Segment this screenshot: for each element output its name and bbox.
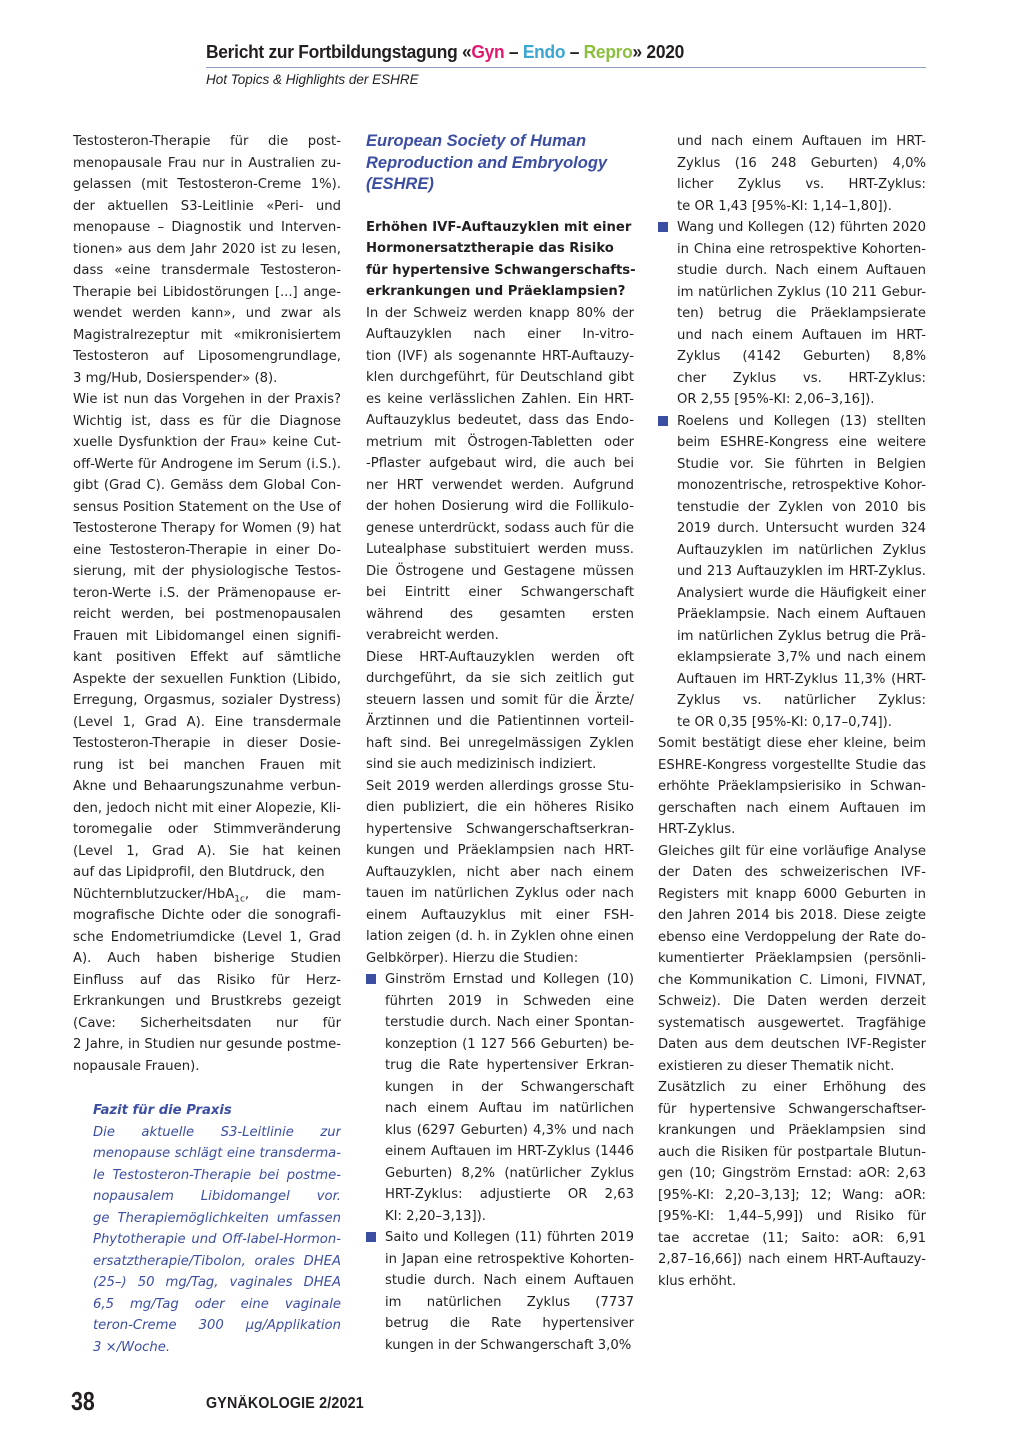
square-bullet-icon (366, 974, 376, 984)
header-title-endo: Endo (522, 41, 566, 62)
fazit-line: nopausalem Libidomangel vor. (93, 1189, 341, 1204)
study-line: kungen in der Schwangerschaft (385, 1079, 634, 1095)
header-title (206, 40, 883, 64)
article-line: Therapie bei Libidostörungen [...] ange- (73, 284, 341, 300)
article-line: rung ist bei manchen Frauen mit (73, 757, 341, 773)
article-line: tion (IVF) als sogenannte HRT-Auftauzy- (366, 348, 634, 364)
article-line: [95%-KI: 1,44–5,99]) und Risiko für (658, 1209, 926, 1224)
study-line: ten) betrug die Präeklampsierate (677, 306, 926, 321)
article-line: sierung, mit der physiologische Testos- (73, 564, 341, 579)
study-line: und 213 Auftauzyklen im HRT-Zyklus. (677, 564, 926, 579)
header-title-repro: Repro (583, 41, 633, 62)
square-bullet-icon (658, 416, 668, 426)
fazit-line: Die aktuelle S3-Leitlinie zur (93, 1124, 341, 1140)
fazit-line: ersatztherapie/Tibolon, orales DHEA (93, 1253, 341, 1269)
spacer (366, 196, 634, 217)
page-number: 38 (71, 1386, 95, 1416)
study-line: Präeklampsie. Nach einem Auftauen (677, 607, 926, 622)
article-line: eine Testosteron-Therapie in einer Do- (73, 542, 341, 558)
article-line: hypertensive Schwangerschaftserkran- (366, 821, 634, 837)
article-line: Zusätzlich zu einer Erhöhung des (658, 1080, 926, 1095)
article-line: reicht werden, bei postmenopausalen (73, 607, 341, 622)
article-line: Testosteron auf Liposomengrundlage, (73, 349, 341, 364)
article-line: gibt (Grad C). Gemäss dem Global Con- (73, 478, 341, 493)
study-list-item (658, 217, 926, 411)
study-line: HRT-Zyklus: adjustierte OR 2,63 (385, 1187, 634, 1202)
article-line: Auftauzyklen nach einer In-vitro- (366, 327, 634, 342)
article-line: und nach einem Auftauen im HRT- (677, 134, 926, 149)
article-line: Gleiches gilt für eine vorläufige Analyse (658, 843, 926, 859)
study-line: nach einem Auftau im natürlichen (385, 1101, 634, 1116)
study-line: 2019 durch. Untersucht wurden 324 (677, 521, 926, 536)
article-line: tionen» aus dem Jahr 2020 ist zu lesen, (73, 241, 341, 257)
square-bullet-icon (366, 1232, 376, 1242)
fazit-line: (25–) 50 mg/Tag, vaginales DHEA (93, 1275, 341, 1290)
article-line: ebenso eine Verdoppelung der Rate do- (658, 929, 926, 945)
article-line: 2,87–16,66]) nach einem HRT-Auftauzy- (658, 1252, 926, 1267)
hba-text-suffix: , die mam- (244, 886, 341, 902)
header-subtitle: Hot Topics & Highlights der ESHRE (206, 72, 419, 87)
study-list-item (658, 411, 926, 734)
section-title-line: (ESHRE) (366, 175, 434, 193)
study-line: te OR 0,35 [95%-KI: 0,17–0,74]). (677, 714, 892, 730)
article-line: menopausale Frau nur in Australien zu- (73, 155, 341, 171)
article-line: durchgeführt, da sie sich zeitlich gut (366, 671, 634, 686)
article-line: Die Östrogene und Gestagene müssen (366, 563, 634, 579)
study-line: Studie vor. Sie führten in Belgien (677, 456, 926, 472)
question-line: für hypertensive Schwangerschafts- (366, 262, 636, 278)
study-line: eklampsierate 3,7% und nach einem (677, 650, 926, 665)
article-line: Frauen mit Libidomangel einen signifi- (73, 628, 341, 644)
study-line: Zyklus (4142 Geburten) 8,8% (677, 349, 926, 364)
question-heading (366, 217, 634, 303)
header-title-prefix: Bericht zur Fortbildungstagung « (206, 41, 472, 62)
study-line: cher Zyklus vs. HRT-Zyklus: (677, 370, 926, 386)
study-line: Geburten) 8,2% (natürlicher Zyklus (385, 1165, 634, 1181)
study-list (658, 217, 926, 733)
article-line: Testosteron-Therapie in dieser Dosie- (73, 736, 341, 751)
article-line: licher Zyklus vs. HRT-Zyklus: (677, 177, 926, 192)
article-line: te OR 1,43 [95%-KI: 1,14–1,80]). (677, 198, 892, 214)
article-body-left-cont (73, 905, 341, 1077)
study-line: kungen in der Schwangerschaft 3,0% (385, 1337, 632, 1353)
question-line: Hormonersatztherapie das Risiko (366, 241, 614, 256)
article-line: off-Werte für Androgene im Serum (i.S.). (73, 456, 341, 472)
column-middle (366, 131, 634, 1356)
study-line: monozentrische, retrospektive Kohor- (677, 478, 926, 493)
article-line: gen (10; Gingström Ernstad: aOR: 2,63 (658, 1166, 926, 1181)
study-line: einem Auftauen im HRT-Zyklus (1446 (385, 1144, 634, 1159)
study-line: betrug die Rate hypertensiver (385, 1316, 634, 1331)
section-title (366, 131, 634, 196)
article-line: Magistralrezeptur mit «mikronisiertem (73, 327, 341, 343)
article-line: kant positiven Effekt auf sämtliche (73, 650, 341, 665)
article-line: gerschaften nach einem Auftauen im (658, 800, 926, 816)
question-line: Erhöhen IVF-Auftauzyklen mit einer (366, 219, 632, 235)
article-line: sind sie auch medizinisch indiziert. (366, 757, 597, 772)
study-line: klus (6297 Geburten) 4,3% und nach (385, 1122, 634, 1138)
article-line: der hohen Dosierung wird die Follikulo- (366, 499, 634, 514)
study-line: in China eine retrospektive Kohorten- (677, 241, 926, 257)
article-line: Erkrankungen und Brustkrebs gezeigt (73, 994, 341, 1009)
article-line (73, 884, 341, 906)
article-line: 3 mg/Hub, Dosierspender» (8). (73, 370, 278, 386)
section-title-line: Reproduction and Embryology (366, 153, 608, 172)
question-line: erkrankungen und Präeklampsien? (366, 284, 626, 299)
study-line: in Japan eine retrospektive Kohorten- (385, 1251, 634, 1267)
header-title-gyn: Gyn (471, 41, 505, 62)
study-line: OR 2,55 [95%-KI: 2,06–3,16]). (677, 392, 875, 407)
hba-subscript: 1c (234, 894, 245, 905)
article-line: krankungen und Präeklampsien sind (658, 1123, 926, 1138)
fazit-title: Fazit für die Praxis (93, 1103, 232, 1118)
article-line: toromegalie oder Stimmveränderung (73, 822, 341, 837)
article-line: sensus Position Statement on the Use of (73, 499, 341, 515)
column-right (658, 131, 926, 1292)
study-line: Ginström Ernstad und Kollegen (10) (385, 972, 634, 987)
article-line: Daten aus dem deutschen IVF-Register (658, 1037, 926, 1052)
article-line: Schweiz). Die Daten werden derzeit (658, 994, 926, 1009)
study-line: konzeption (1 127 566 Geburten) be- (385, 1036, 634, 1052)
article-line: Somit bestätigt diese eher kleine, beim (658, 736, 926, 751)
article-line: genese unterdrückt, sodass auch für die (366, 520, 634, 536)
section-title-line: European Society of Human (366, 132, 587, 150)
article-line: Akne und Behaarungszunahme verbun- (73, 779, 341, 794)
study-line: Wang und Kollegen (12) führten 2020 (677, 220, 926, 235)
article-line: einem Auftauzyklus mit einer FSH- (366, 907, 634, 923)
article-line: wendet werden kann», und zwar als (73, 306, 341, 321)
article-line: Testosterone Therapy for Women (9) hat (73, 521, 341, 536)
study-line: Roelens und Kollegen (13) stellten (677, 413, 926, 429)
spacer (73, 1077, 341, 1100)
article-line: dass «eine transdermale Testosteron- (73, 263, 341, 278)
article-line: systematisch ausgewertet. Tragfähige (658, 1015, 926, 1031)
article-line: dien publiziert, die ein höheres Risiko (366, 800, 634, 815)
article-line: (Level 1, Grad A). Eine transdermale (73, 714, 341, 730)
article-line: verabreicht werden. (366, 628, 499, 643)
article-line: Erregung, Orgasmus, sozialer Dystress) (73, 693, 341, 708)
article-line: Wie ist nun das Vorgehen in der Praxis? (73, 392, 341, 407)
study-list (366, 969, 634, 1356)
article-line: den, jedoch nicht mit einer Alopezie, Kli- (73, 800, 341, 816)
article-line: der Daten des schweizerischen IVF- (658, 865, 926, 880)
study-line: Auftauen im HRT-Zyklus 11,3% (HRT- (677, 671, 926, 687)
article-line: klen durchgeführt, für Deutschland gibt (366, 370, 634, 385)
article-line: Aspekte der sexuellen Funktion (Libido, (73, 671, 341, 687)
article-line: erhöhte Präeklampsierisiko in Schwan- (658, 779, 926, 794)
article-line: existieren zu dieser Thematik nicht. (658, 1058, 895, 1074)
article-line: es keine verlässlichen Zahlen. Ein HRT- (366, 391, 634, 407)
fazit-line: 3 ×/Woche. (93, 1339, 171, 1355)
article-line: tauen im natürlichen Zyklus oder nach (366, 886, 634, 901)
article-line: teron-Werte i.S. der Prämenopause er- (73, 585, 341, 601)
article-line: che Kommunikation C. Limoni, FIVNAT, (658, 972, 926, 988)
article-line: tae accretae (11; Saito: aOR: 6,91 (658, 1230, 926, 1246)
article-line: Diese HRT-Auftauzyklen werden oft (366, 649, 634, 665)
article-line: klus erhöht. (658, 1273, 737, 1289)
article-line: (Cave: Sicherheitsdaten nur für (73, 1015, 341, 1031)
study-continuation (658, 131, 926, 217)
article-line: sche Endometriumdicke (Level 1, Grad (73, 929, 341, 945)
study-list-item (366, 1227, 634, 1356)
header-title-dash: – (565, 41, 584, 62)
article-line: metrium mit Östrogen-Tabletten oder (366, 434, 634, 450)
article-line: der aktuellen S3-Leitlinie «Peri- und (73, 198, 341, 214)
article-line: (Level 1, Grad A). Sie hat keinen (73, 843, 341, 859)
fazit-line: teron-Creme 300 µg/Applikation (93, 1318, 341, 1333)
article-line: auch die Risiken für postpartale Blutun- (658, 1144, 926, 1160)
study-line: im natürlichen Zyklus (10 211 Gebur- (677, 284, 926, 300)
article-line: Auftauzyklen, nicht aber nach einem (366, 864, 634, 880)
article-line: 2 Jahre, in Studien nur gesunde postme- (73, 1037, 341, 1052)
study-line: im natürlichen Zyklus betrug die Prä- (677, 628, 926, 644)
study-line: Zyklus vs. natürlicher Zyklus: (677, 693, 926, 708)
study-line: studie durch. Nach einem Auftauen (677, 263, 926, 278)
article-line: A). Auch haben bisherige Studien (73, 951, 341, 966)
study-line: Analysiert wurde die Häufigkeit einer (677, 585, 926, 601)
study-line: Auftauzyklen im natürlichen Zyklus (677, 542, 926, 558)
article-line: gelassen (mit Testosteron-Creme 1%). (73, 177, 341, 192)
study-line: studie durch. Nach einem Auftauen (385, 1273, 634, 1288)
article-line: Lutealphase substituiert werden muss. (366, 542, 634, 557)
article-line: haft sind. Bei unregelmässigen Zyklen (366, 735, 634, 751)
article-body-left (73, 131, 341, 884)
article-line: Wichtig ist, dass es für die Diagnose (73, 413, 341, 429)
column-left (73, 131, 341, 1358)
article-line: den Jahren 2014 bis 2018. Diese zeigte (658, 908, 926, 923)
article-line: Testosteron-Therapie für die post- (73, 134, 341, 149)
article-line: [95%-KI: 2,20–3,13]; 12; Wang: aOR: (658, 1187, 926, 1203)
study-line: trug die Rate hypertensiver Erkran- (385, 1058, 634, 1073)
fazit-line: ge Therapiemöglichkeiten umfassen (93, 1210, 341, 1226)
article-line: ESHRE-Kongress vorgestellte Studie das (658, 757, 926, 773)
fazit-line: menopause schlägt eine transderma- (93, 1146, 341, 1161)
fazit-line: Phytotherapie und Off-label-Hormon- (93, 1232, 341, 1247)
square-bullet-icon (658, 222, 668, 232)
article-line: bei Eintritt einer Schwangerschaft (366, 585, 634, 600)
study-line: im natürlichen Zyklus (7737 (385, 1294, 634, 1310)
study-line: und nach einem Auftauen im HRT- (677, 327, 926, 343)
study-line: führten 2019 in Schweden eine (385, 993, 634, 1009)
page-header (206, 40, 926, 87)
article-line: HRT-Zyklus. (658, 822, 736, 837)
article-body-middle (366, 303, 634, 970)
article-line: steuern lassen und somit für die Ärzte/ (366, 692, 634, 708)
study-line: KI: 2,20–3,13]). (385, 1208, 486, 1224)
study-line: beim ESHRE-Kongress eine weitere (677, 435, 926, 450)
hba-text: Nüchternblutzucker/HbA (73, 886, 235, 902)
article-line: auf das Lipidprofil, den Blutdruck, den (73, 865, 325, 880)
fazit-line: le Testosteron-Therapie bei postme- (93, 1167, 341, 1183)
study-line: terstudie durch. Nach einer Spontan- (385, 1015, 634, 1030)
article-line: mografische Dichte oder die sonografi- (73, 908, 341, 923)
article-body-right (658, 733, 926, 1292)
article-line: Registers mit knapp 6000 Geburten in (658, 886, 926, 902)
article-line: kungen und Präeklampsien nach HRT- (366, 843, 634, 858)
article-line: für hypertensive Schwangerschaftser- (658, 1101, 926, 1117)
header-divider (206, 67, 926, 68)
article-line: menopause – Diagnostik und Interven- (73, 220, 341, 235)
article-line: Seit 2019 werden allerdings grosse Stu- (366, 778, 634, 794)
article-line: -Pflaster aufgebaut wird, die auch bei (366, 456, 634, 471)
header-title-suffix: » 2020 (632, 41, 685, 62)
fazit-box (73, 1122, 341, 1359)
article-line: nopausale Frauen). (73, 1058, 200, 1074)
article-line: xuelle Dysfunktion der Frau» keine Cut- (73, 435, 341, 450)
fazit-line: 6,5 mg/Tag oder eine vaginale (93, 1296, 341, 1312)
magazine-issue: GYNÄKOLOGIE 2/2021 (206, 1395, 364, 1412)
article-line: In der Schweiz werden knapp 80% der (366, 305, 634, 321)
article-line: Auftauzyklus bedeutet, dass das Endo- (366, 413, 634, 428)
article-line: Einfluss auf das Risiko für Herz- (73, 972, 341, 988)
article-line: kumentierter Präeklampsien (persönli- (658, 951, 926, 966)
study-line: Saito und Kollegen (11) führten 2019 (385, 1230, 634, 1245)
article-line: lation zeigen (d. h. in Zyklen ohne einen (366, 929, 634, 944)
study-list-item (366, 969, 634, 1227)
study-line: tenstudie der Zyklen von 2010 bis (677, 499, 926, 515)
article-line: Ärztinnen und die Patientinnen vorteil- (366, 714, 634, 729)
article-line: Zyklus (16 248 Geburten) 4,0% (677, 155, 926, 171)
article-line: während des gesamten ersten (366, 606, 634, 622)
header-title-dash: – (504, 41, 523, 62)
article-line: ner HRT verwendet werden. Aufgrund (366, 477, 634, 493)
article-line: Gelbkörper). Hierzu die Studien: (366, 950, 579, 966)
